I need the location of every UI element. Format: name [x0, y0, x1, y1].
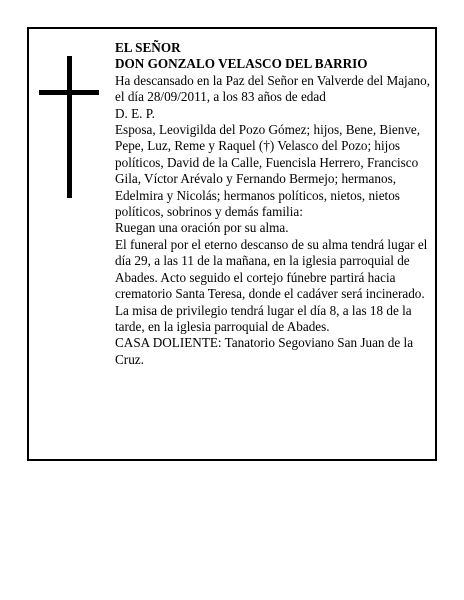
family-list: Esposa, Leovigilda del Pozo Gómez; hijos, Bene, Bienve, Pepe, Luz, Reme y Raquel (†) Velasco del Pozo; hijos políticos, David de la Calle, Fuencisla Herrero, Francisco Gila, Víctor Arévalo y Fernando Bermejo; hermanos, Edelmira y Nicolás; hermanos políticos, nietos, nietos políticos, sobrinos y demás familia:: [115, 122, 421, 220]
mourning-house: CASA DOLIENTE: Tanatorio Segoviano San Juan de la Cruz.: [115, 335, 414, 367]
cross-vertical-bar: [67, 56, 72, 198]
obituary-notice: [27, 27, 437, 461]
cross-icon: [39, 56, 99, 198]
prayer-request: Ruegan una oración por su alma.: [115, 220, 289, 236]
notice-body: [115, 40, 431, 368]
death-announcement: Ha descansado en la Paz del Señor en Valverde del Majano, el día 28/09/2011, a los 83 años de edad: [115, 72, 431, 105]
funeral-details: El funeral por el eterno descanso de su alma tendrá lugar el día 29, a las 11 de la mañana, en la iglesia parroquial de Abades. Acto seguido el cortejo fúnebre partirá hacia crematorio Santa Teresa, donde el cadáver será incinerado. La misa de privilegio tendrá lugar el día 8, a las 18 de la tarde, en la iglesia parroquial de Abades.: [115, 236, 428, 334]
notice-title: EL SEÑOR: [115, 40, 181, 55]
deceased-name: DON GONZALO VELASCO DEL BARRIO: [115, 56, 368, 72]
rip-line: D. E. P.: [115, 105, 155, 121]
cross-horizontal-bar: [39, 90, 99, 95]
